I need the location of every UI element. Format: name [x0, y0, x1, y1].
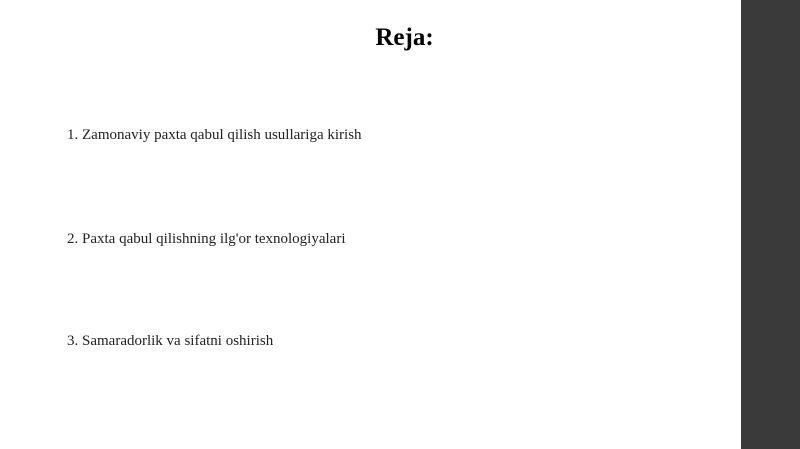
plan-item-2: 2. Paxta qabul qilishning ilg'or texnologiyalari — [67, 231, 346, 247]
plan-item-3: 3. Samaradorlik va sifatni oshirish — [67, 333, 274, 349]
slide-title: Reja: — [375, 24, 434, 51]
side-panel — [741, 0, 800, 449]
plan-item-1: 1. Zamonaviy paxta qabul qilish usullariga kirish — [67, 127, 362, 143]
